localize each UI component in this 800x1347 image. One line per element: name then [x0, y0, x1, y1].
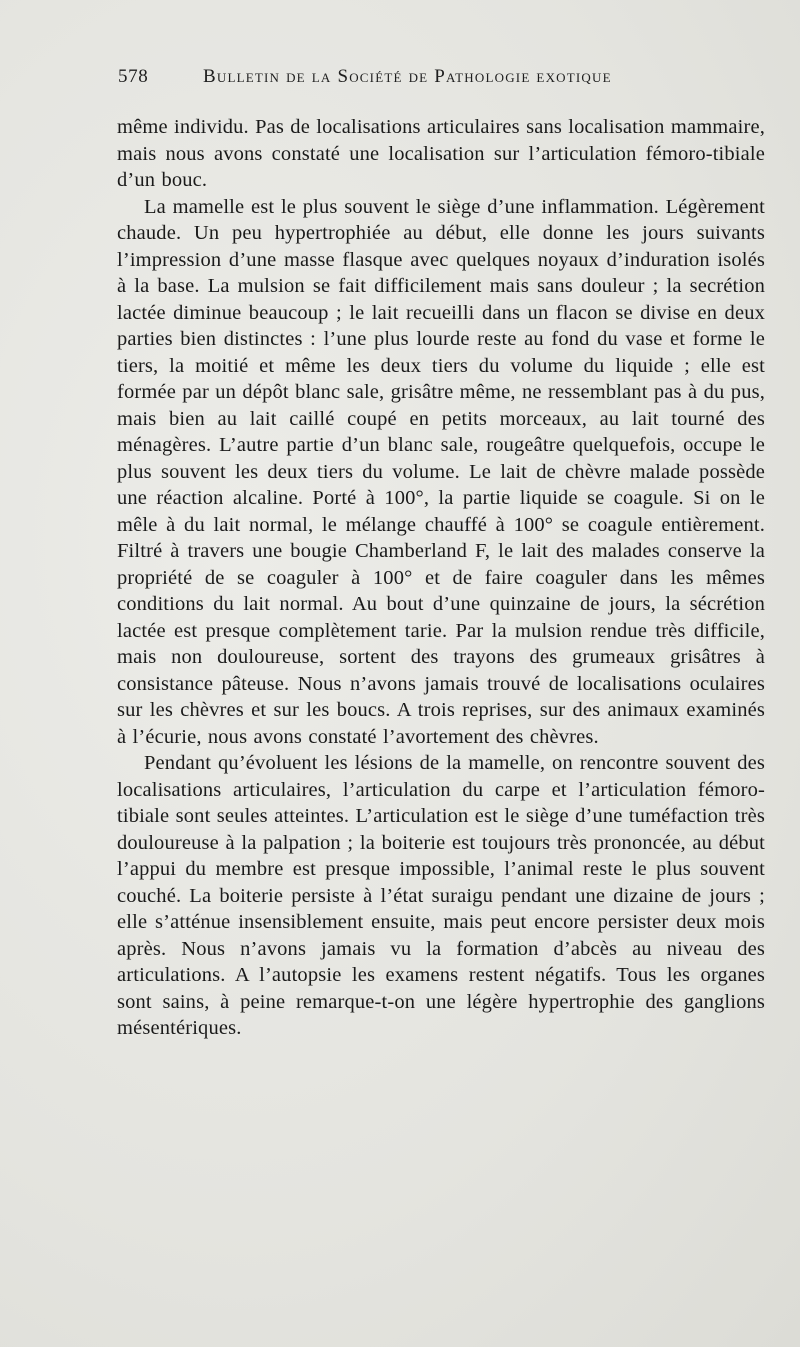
paragraph-articulations: Pendant qu’évoluent les lésions de la mamelle, on rencontre souvent des localisations articulaires, l’articulation du carpe et l’articulation fémoro-tibiale sont seules atteintes. L’articulation est le siège d’une tuméfaction très douloureuse à la palpation ; la boiterie est toujours très prononcée, au début l’appui du membre est presque impossible, l’animal reste le plus souvent couché. La boiterie persiste à l’état suraigu pendant une dizaine de jours ; elle s’atténue insensiblement ensuite, mais peut encore persister deux mois après. Nous n’avons jamais vu la formation d’abcès au niveau des articulations. A l’autopsie les examens restent négatifs. Tous les organes sont sains, à peine remarque-t-on une légère hypertrophie des ganglions mésentériques.: [117, 752, 765, 1039]
paragraph-continuation: même individu. Pas de localisations articulaires sans localisation mammaire, mais nous avons constaté une localisation sur l’articulation fémoro-tibiale d’un bouc.: [117, 116, 765, 191]
journal-title: Bulletin de la Société de Pathologie exotique: [203, 66, 612, 87]
page-number: 578: [118, 66, 149, 87]
paragraph-mamelle: La mamelle est le plus souvent le siège d’une inflammation. Légèrement chaude. Un peu hypertrophiée au début, elle donne les jours suivants l’impression d’une masse flasque avec quelques noyaux d’induration isolés à la base. La mulsion se fait difficilement mais sans douleur ; la secrétion lactée diminue beaucoup ; le lait recueilli dans un flacon se divise en deux parties bien distinctes : l’une plus lourde reste au fond du vase et forme le tiers, la moitié et même les deux tiers du volume du liquide ; elle est formée par un dépôt blanc sale, grisâtre même, ne ressemblant pas à du pus, mais bien au lait caillé coupé en petits morceaux, au lait tourné des ménagères. L’autre partie d’un blanc sale, rougeâtre quelquefois, occupe le plus souvent les deux tiers du volume. Le lait de chèvre malade possède une réaction alcaline. Porté à 100°, la partie liquide se coagule. Si on le mêle à du lait normal, le mélange chauffé à 100° se coagule entièrement. Filtré à travers une bougie Chamberland F, le lait des malades conserve la propriété de se coaguler à 100° et de faire coaguler dans les mêmes conditions du lait normal. Au bout d’une quinzaine de jours, la sécrétion lactée est presque complètement tarie. Par la mulsion rendue très difficile, mais non douloureuse, sortent des trayons des grumeaux grisâtres à consistance pâteuse. Nous n’avons jamais trouvé de localisations oculaires sur les chèvres et sur les boucs. A trois reprises, sur des animaux examinés à l’écurie, nous avons constaté l’avortement des chèvres.: [117, 195, 765, 748]
running-head: [118, 66, 768, 96]
body-text: [117, 114, 765, 1042]
